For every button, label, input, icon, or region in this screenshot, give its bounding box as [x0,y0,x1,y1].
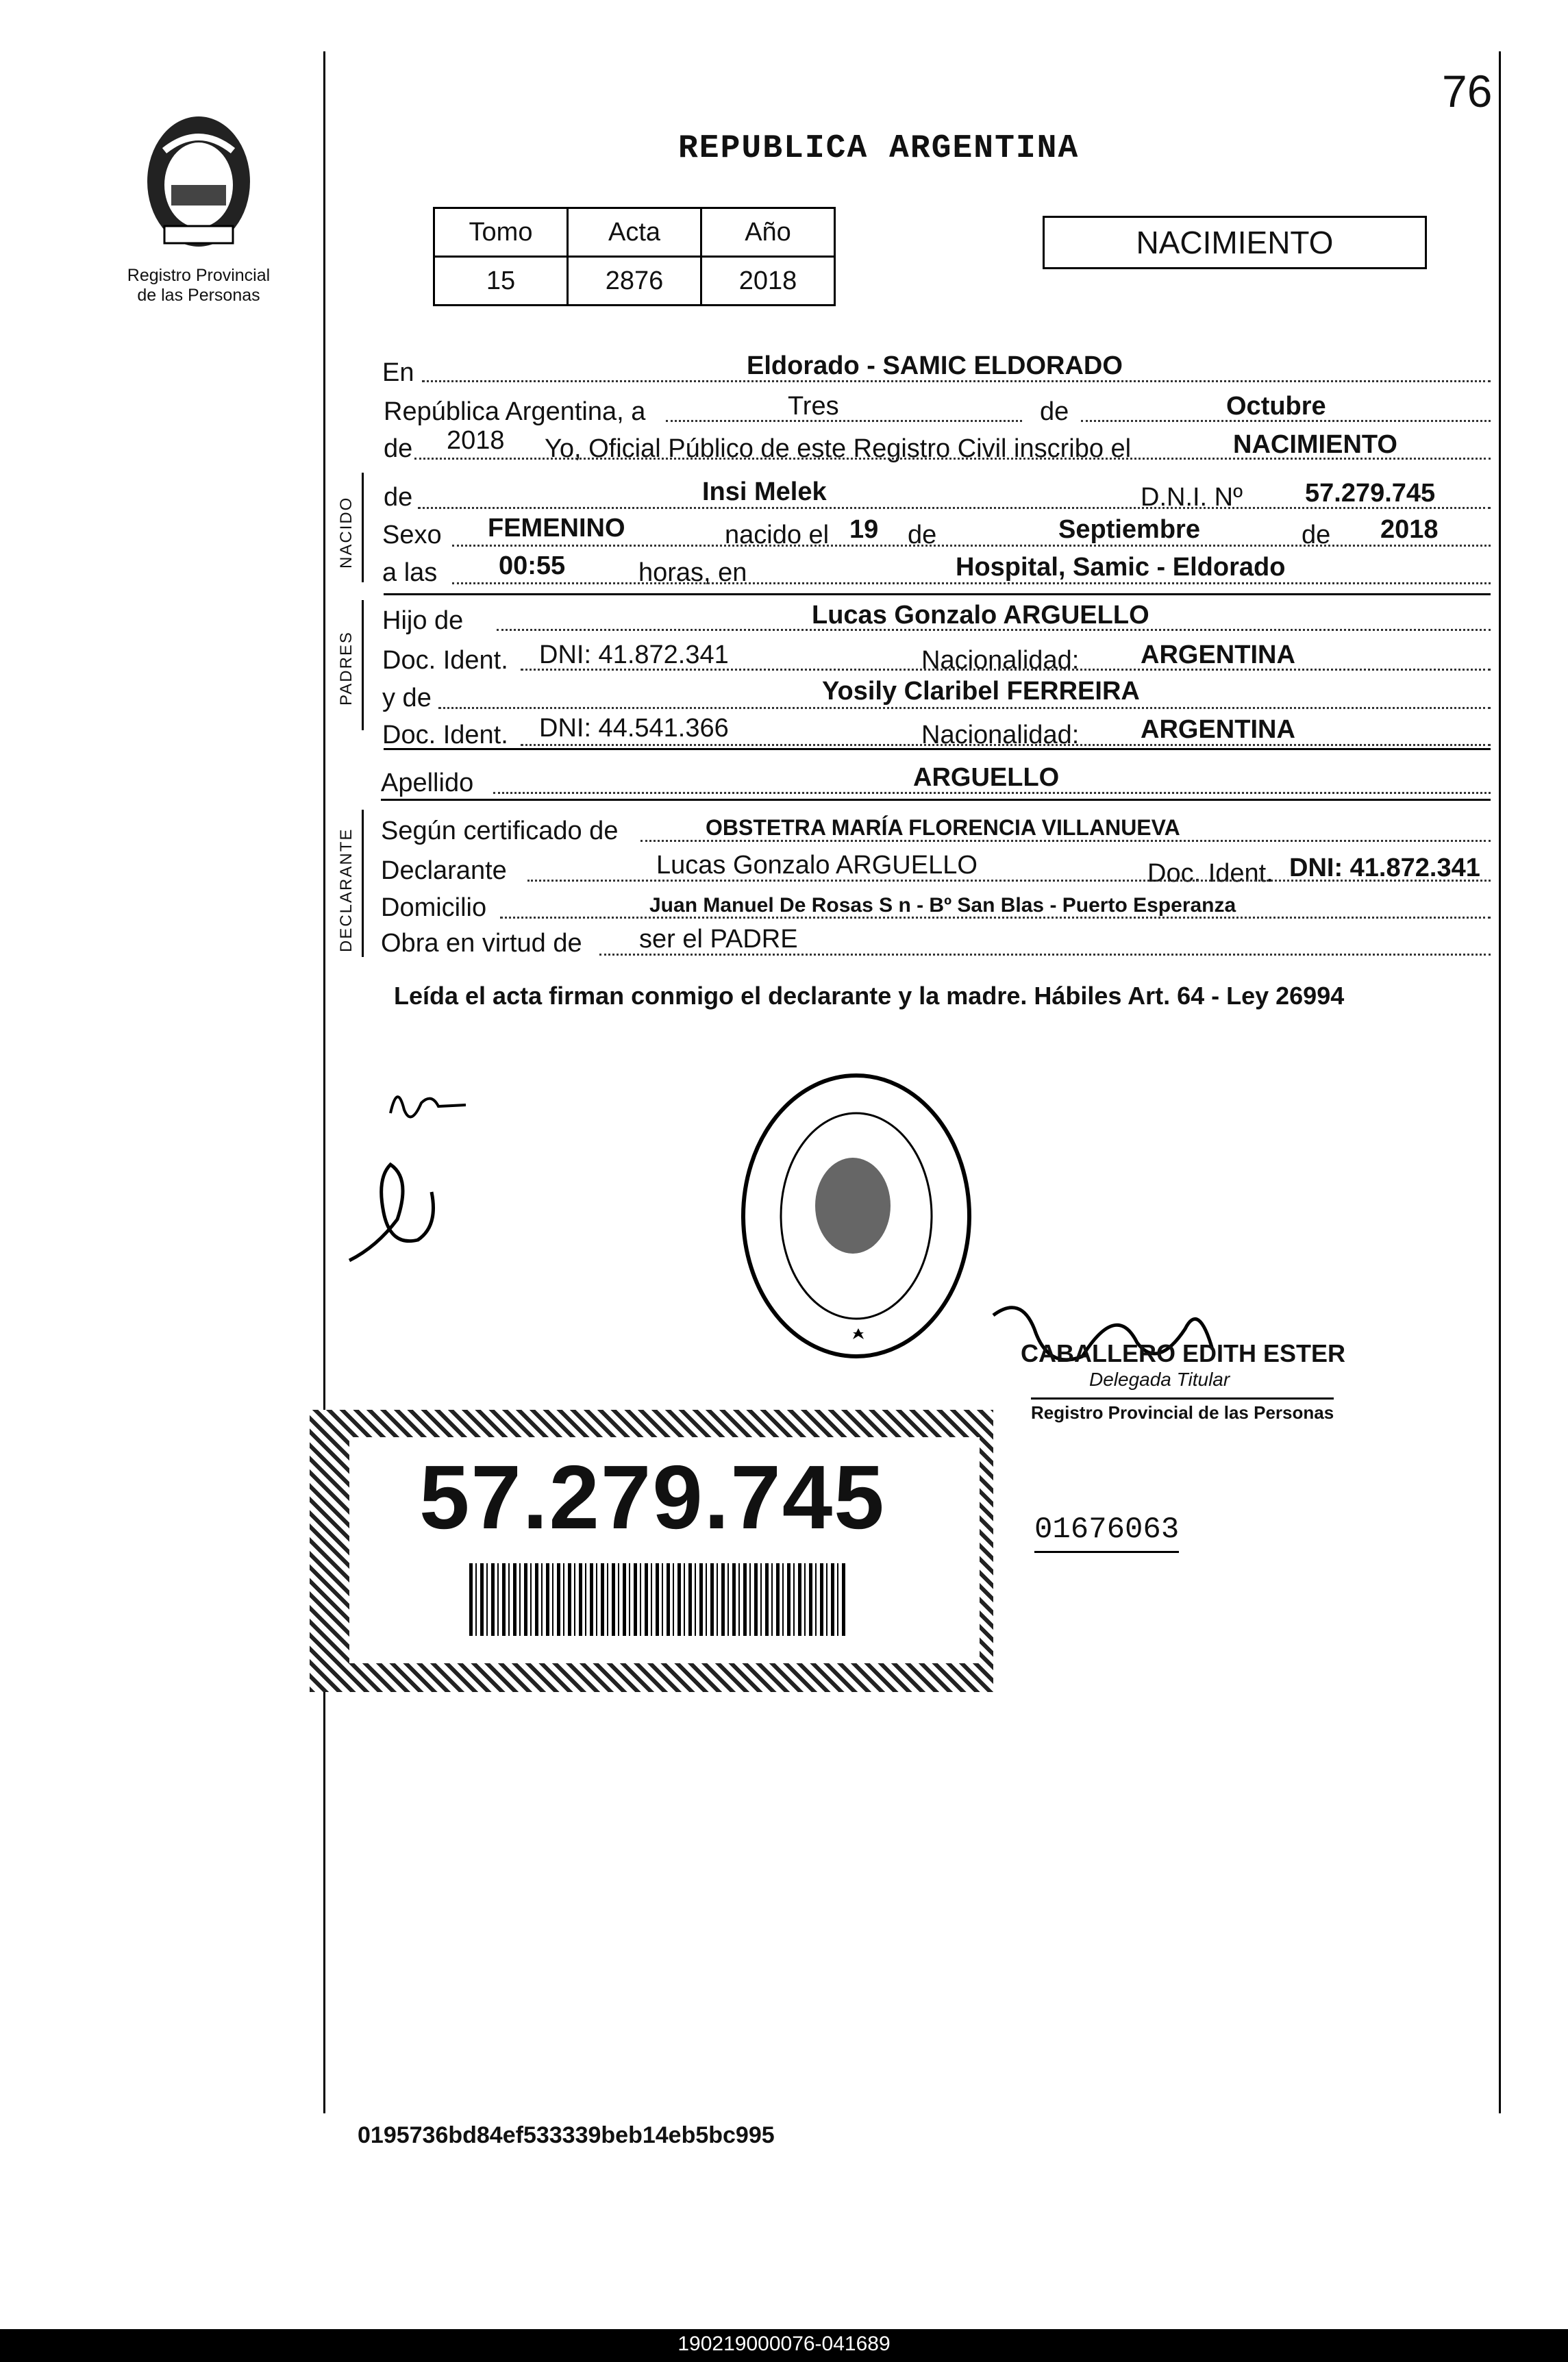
oficial-text: Yo, Oficial Público de este Registro Civil inscribo el [545,434,1132,463]
anio-header: Año [701,208,835,257]
nacido-bar [362,473,364,582]
father-doc-line [521,669,1491,671]
padres-section-label: PADRES [337,631,356,706]
official-oval-stamp [733,1065,980,1367]
declarante-section-label: DECLARANTE [337,828,356,952]
day-line [666,420,1022,422]
declarante-doc: DNI: 41.872.341 [1289,854,1480,882]
document-hash: 0195736bd84ef533339beb14eb5bc995 [358,2122,775,2148]
birth-place: Hospital, Samic - Eldorado [956,553,1286,582]
birth-month: Septiembre [1058,515,1200,544]
child-name: Insi Melek [702,477,827,506]
mother-nationality: ARGENTINA [1141,715,1295,744]
serial-number: 01676063 [1034,1513,1179,1553]
acta-header: Acta [568,208,701,257]
mother-name: Yosily Claribel FERREIRA [822,677,1140,706]
year-value: 2018 [447,426,505,455]
mother-nat-label: Nacionalidad: [921,721,1080,749]
dni-label: D.N.I. Nº [1141,483,1243,512]
place-value: Eldorado - SAMIC ELDORADO [747,351,1123,380]
hour-line [452,582,1491,584]
cert-label: Según certificado de [381,817,619,845]
father-line [497,629,1491,631]
domicilio-label: Domicilio [381,893,487,922]
alas-label: a las [382,558,438,587]
father-name: Lucas Gonzalo ARGUELLO [812,601,1149,630]
logo-caption [89,266,308,306]
en-label: En [382,358,414,387]
apellido-value: ARGUELLO [913,763,1060,792]
de-label-2: de [908,521,937,549]
official-title: Delegada Titular [1089,1369,1230,1390]
tomo-value: 15 [434,257,568,306]
nacido-divider [384,593,1491,595]
mother-doc-line [521,744,1491,746]
doc-type-box: NACIMIENTO [1043,216,1427,269]
declarante-line [527,880,1491,882]
apellido-divider [381,799,1491,801]
horas-label: horas, en [638,558,747,587]
birth-hour: 00:55 [499,551,566,580]
closing-text: Leída el acta firman conmigo el declarante y la madre. Hábiles Art. 64 - Ley 26994 [394,982,1345,1010]
padres-divider [384,748,1491,750]
father-doc-label: Doc. Ident. [382,646,508,675]
birth-day: 19 [849,515,879,544]
nacido-section-label: NACIDO [337,496,356,569]
obra-label: Obra en virtud de [381,929,582,958]
mother-doc: DNI: 44.541.366 [539,714,729,743]
declarante-value: Lucas Gonzalo ARGUELLO [656,851,978,880]
sexo-value: FEMENINO [488,514,625,543]
child-dni: 57.279.745 [1305,479,1436,508]
tomo-header: Tomo [434,208,568,257]
apellido-line [493,792,1491,794]
de2-label: de [384,434,413,463]
page-number: 76 [1442,66,1493,116]
acta-value: 2876 [568,257,701,306]
name-line [418,507,1491,509]
dni-big-number: 57.279.745 [419,1447,886,1547]
anio-value: 2018 [701,257,835,306]
logo-caption-line1: Registro Provincial [127,266,271,285]
father-nat-label: Nacionalidad: [921,646,1080,675]
register-table [433,207,836,306]
footer-code: 190219000076-041689 [677,2333,891,2355]
decl-doc-label: Doc. Ident. [1147,859,1273,888]
signature-mother [384,1079,473,1134]
obra-line [599,954,1491,956]
barcode [469,1563,846,1636]
domicilio-line [500,917,1491,919]
declarante-bar [362,810,364,957]
mother-doc-label: Doc. Ident. [382,721,508,749]
de-label-3: de [1302,521,1331,549]
cert-line [640,840,1491,842]
father-nationality: ARGENTINA [1141,641,1295,669]
hijo-de-label: Hijo de [382,606,464,635]
nacido-el-label: nacido el [725,521,830,549]
country-title: REPUBLICA ARGENTINA [678,130,1080,167]
province-crest-logo [123,110,274,260]
left-margin-line [323,51,325,2113]
inscribed-value: NACIMIENTO [1233,430,1397,459]
logo-caption-line2: de las Personas [137,286,260,305]
de-label: de [1040,397,1069,426]
day-value: Tres [788,392,839,421]
republica-label: República Argentina, a [384,397,646,426]
birth-year: 2018 [1380,515,1439,544]
apellido-label: Apellido [381,769,474,797]
sexo-label: Sexo [382,521,442,549]
right-margin-line [1499,51,1501,2113]
declarante-label: Declarante [381,856,507,885]
mother-line [438,707,1491,709]
padres-bar [362,600,364,730]
nacido-de-label: de [384,483,413,512]
year-line [414,458,1491,460]
yde-label: y de [382,684,432,712]
sexo-line [452,545,1491,547]
signature-declarante [336,1151,452,1267]
official-org: Registro Provincial de las Personas [1031,1397,1334,1424]
cert-value: OBSTETRA MARÍA FLORENCIA VILLANUEVA [706,815,1180,840]
obra-value: ser el PADRE [639,925,798,954]
month-value: Octubre [1226,392,1326,421]
official-name: CABALLERO EDITH ESTER [1021,1339,1346,1367]
father-doc: DNI: 41.872.341 [539,641,729,669]
domicilio-value: Juan Manuel De Rosas S n - Bº San Blas - Puerto Esperanza [649,894,1236,917]
